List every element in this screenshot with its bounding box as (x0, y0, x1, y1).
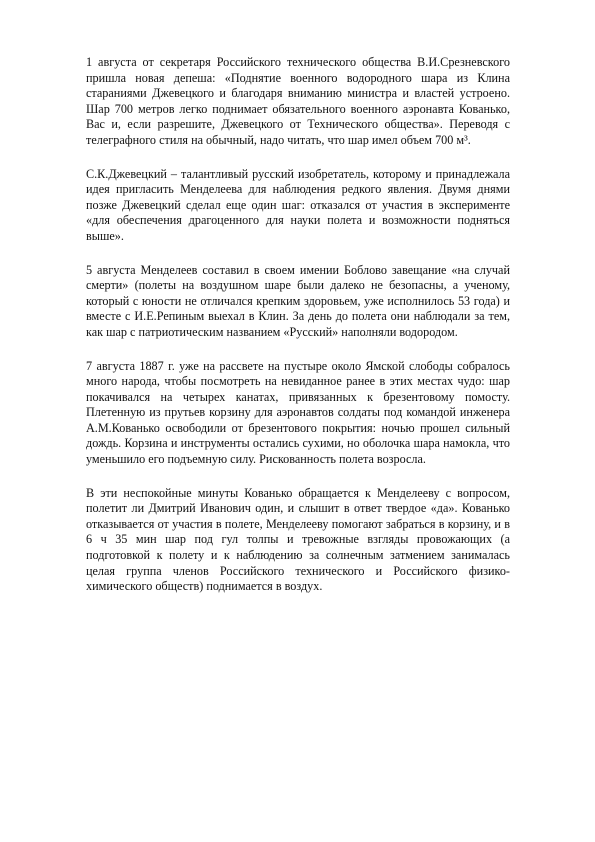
paragraph-testament: 5 августа Менделеев составил в своем имении Боблово завещание «на случай смерти» (полеты на воздушном шаре были далеко не безопасны, а ученому, который с юности не отличался крепким здоровьем, уже исполнилось 53 года) и вместе с И.Е.Репиным выехал в Клин. За день до полета они наблюдали за тем, как шар с патриотическим названием «Русский» наполняли водородом. (86, 262, 510, 339)
paragraph-ascent: В эти неспокойные минуты Кованько обращается к Менделееву с вопросом, полетит ли Дмитрий Иванович один, и слышит в ответ твердое «да». Кованько отказывается от участия в полете, Менделееву помогают забраться в корзину, и в 6 ч 35 мин шар под гул толпы и тревожные взгляды провожающих (а подготовкой к полету и к наблюдению за солнечным затмением занималась целая группа членов Российского технического и Российского физико-химического обществ) поднимается в воздух. (86, 485, 510, 594)
paragraph-telegram: 1 августа от секретаря Российского технического общества В.И.Срезневского пришла новая депеша: «Поднятие военного водородного шара из Клина стараниями Джевецкого и благодаря вниманию министра и властей устроено. Шар 700 метров легко поднимает обязательного военного аэронавта Кованько, Вас и, если разрешите, Джевецкого от Технического общества». Переводя с телеграфного стиля на обычный, надо читать, что шар имел объем 700 м³. (86, 55, 510, 147)
document-body (86, 55, 510, 613)
paragraph-dzhevetsky: С.К.Джевецкий – талантливый русский изобретатель, которому и принадлежала идея пригласить Менделеева для наблюдения редкого явления. Двумя днями позже Джевецкий сделал еще один шаг: отказался от участия в эксперименте «для обеспечения драгоценного для науки полета и возможности подняться выше». (86, 166, 510, 243)
paragraph-launch-morning: 7 августа 1887 г. уже на рассвете на пустыре около Ямской слободы собралось много народа, чтобы посмотреть на невиданное ранее в этих местах чудо: шар покачивался на четырех канатах, привязанных к брезентовому помосту. Плетенную из прутьев корзину для аэронавтов солдаты под командой инженера А.М.Кованько освободили от брезентового покрытия: ночью прошел сильный дождь. Корзина и инструменты остались сухими, но оболочка шара намокла, что уменьшило его подъемную силу. Рискованность полета возросла. (86, 358, 510, 467)
